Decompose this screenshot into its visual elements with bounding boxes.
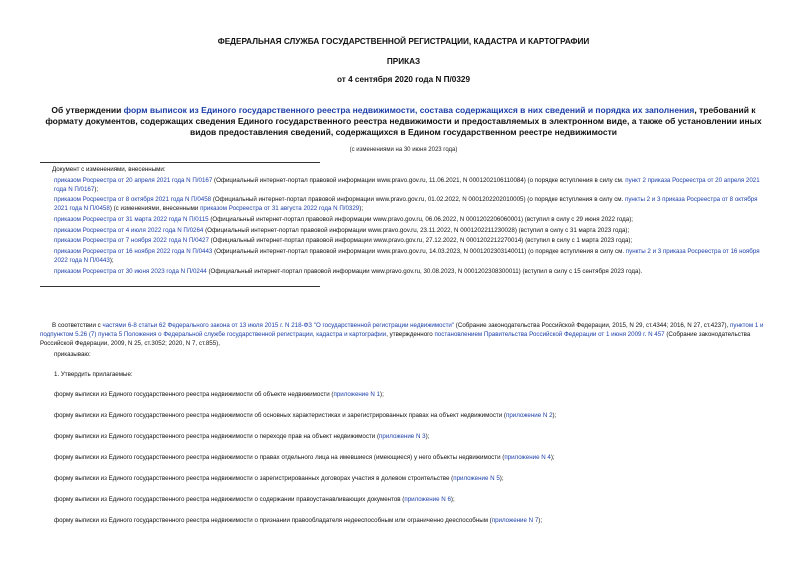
change-text: (Официальный интернет-портал правовой информации www.pravo.gov.ru, 23.11.2022, N 0001202211230028) (вступил в силу с 31 марта 2023 года);: [203, 226, 630, 234]
form-text: форму выписки из Единого государственного реестра недвижимости о признании правообладателя недееспособным или ограниченно дееспособным (: [54, 517, 492, 524]
change-link[interactable]: приказом Росреестра от 16 ноября 2022 года N П/0443: [54, 248, 213, 256]
form-item: [54, 475, 504, 482]
form-text: форму выписки из Единого государственного реестра недвижимости о переходе прав на объект недвижимости (: [54, 433, 380, 440]
order-word: приказываю:: [54, 351, 91, 358]
form-item: [54, 454, 555, 461]
title-prefix: Об утверждении: [51, 105, 124, 115]
change-tail: );: [359, 205, 364, 213]
law-link[interactable]: частями 6-8 статьи 62 Федерального закона от 13 июля 2015 г. N 218-ФЗ "О государственной регистрации недвижимости": [102, 322, 455, 329]
change-item: [52, 226, 767, 235]
document-type: ПРИКАЗ: [386, 57, 421, 66]
appendix-link[interactable]: приложение N 2: [505, 412, 553, 419]
change-tail: );: [94, 185, 99, 193]
title-link[interactable]: форм выписок из Единого государственного реестра недвижимости, состава содержащихся в них сведений и порядка их заполнения: [123, 105, 695, 115]
change-item: [52, 236, 767, 245]
form-item: [54, 412, 556, 419]
appendix-link[interactable]: приложение N 5: [453, 475, 500, 482]
form-text: форму выписки из Единого государственного реестра недвижимости об основных характеристиках и зарегистрированных правах на объект недвижимости (: [54, 412, 506, 419]
preamble-text: В соответствии с: [52, 322, 103, 329]
bottom-divider: [40, 286, 320, 287]
preamble-text: , утвержденного: [386, 331, 435, 338]
changes-block: [52, 165, 767, 278]
change-item: [52, 176, 767, 194]
change-text: (Официальный интернет-портал правовой информации www.pravo.gov.ru, 27.12.2022, N 0001202212270014) (вступил в силу с 1 марта 2023 года);: [208, 237, 633, 245]
preamble-paragraph: [40, 321, 770, 348]
change-text: (Официальный интернет-портал правовой информации www.pravo.gov.ru, 11.06.2021, N 0001202106110084) (о порядке вступления в силу см.: [212, 176, 626, 184]
appendix-link[interactable]: приложение N 1: [333, 391, 381, 398]
change-text: (Официальный интернет-портал правовой информации www.pravo.gov.ru, 30.08.2023, N 0001202308300011) (вступил в силу с 15 сентября 2023 года).: [206, 267, 643, 275]
change-tail: );: [109, 257, 114, 265]
change-text: (Официальный интернет-портал правовой информации www.pravo.gov.ru, 14.03.2023, N 0001202303140011) (о порядке вступления в силу см.: [212, 248, 626, 256]
change-link[interactable]: приказом Росреестра от 31 марта 2022 года N П/0115: [54, 216, 209, 224]
change-link[interactable]: приказом Росреестра от 30 июня 2023 года N П/0244: [54, 267, 207, 275]
form-text: форму выписки из Единого государственного реестра недвижимости о зарегистрированных договорах участия в долевом строительстве (: [54, 475, 454, 482]
appendix-link[interactable]: приложение N 7: [491, 517, 539, 524]
change-link[interactable]: приказом Росреестра от 8 октября 2021 года N П/0458: [54, 196, 212, 204]
change-text: (Официальный интернет-портал правовой информации www.pravo.gov.ru, 06.06.2022, N 0001202206060001) (вступил в силу с 29 июня 2022 года);: [208, 216, 634, 224]
document-date-number: от 4 сентября 2020 года N П/0329: [336, 75, 471, 84]
agency-name: ФЕДЕРАЛЬНАЯ СЛУЖБА ГОСУДАРСТВЕННОЙ РЕГИСТРАЦИИ, КАДАСТРА И КАРТОГРАФИИ: [217, 37, 590, 46]
form-tail: );: [552, 412, 557, 419]
document-title: [36, 105, 771, 138]
form-tail: );: [499, 475, 504, 482]
preamble-text: (Собрание законодательства Российской Федерации, 2015, N 29, ст.4344; 2016, N 27, ст.4237),: [454, 322, 731, 329]
form-item: [54, 433, 429, 440]
form-item: [54, 391, 384, 398]
form-tail: );: [425, 433, 430, 440]
preamble-text: (Собрание законодательства Российской Федерации, 2009, N 25, ст.3052; 2020, N 7, ст.855),: [40, 331, 751, 347]
changes-intro: Документ с изменениями, внесенными:: [52, 166, 166, 173]
form-item: [54, 496, 455, 503]
change-text: (Официальный интернет-портал правовой информации www.pravo.gov.ru, 01.02.2022, N 0001202202010005) (о порядке вступления в силу см.: [211, 196, 625, 204]
change-link-entry[interactable]: пункты 2 и 3 приказа Росреестра от 16 ноября 2022 года N П/0443: [54, 248, 760, 265]
change-item: [52, 247, 767, 265]
form-tail: );: [380, 391, 384, 398]
change-item: [52, 195, 767, 213]
change-link-entry[interactable]: пункты 2 и 3 приказа Росреестра от 8 октября 2021 года N П/0458: [54, 196, 758, 213]
change-link[interactable]: приказом Росреестра от 4 июля 2022 года N П/0264: [54, 226, 204, 234]
form-tail: );: [450, 496, 455, 503]
form-text: форму выписки из Единого государственного реестра недвижимости об объекте недвижимости (: [54, 391, 334, 398]
change-item: [52, 267, 767, 276]
top-divider: [40, 162, 320, 163]
edition-note: (с изменениями на 30 июня 2023 года): [349, 147, 458, 153]
change-item: [52, 215, 767, 224]
change-tail: ) (с изменениями, внесенными: [109, 205, 201, 213]
change-link[interactable]: приказом Росреестра от 7 ноября 2022 года N П/0427: [54, 237, 209, 245]
appendix-link[interactable]: приложение N 3: [379, 433, 426, 440]
form-text: форму выписки из Единого государственного реестра недвижимости о содержании правоустанавливающих документов (: [54, 496, 405, 503]
change-link-amend[interactable]: приказом Росреестра от 31 августа 2022 года N П/0329: [200, 205, 360, 213]
title-suffix: , требований к формату документов, содержащих сведения Единого государственного реестра недвижимости и предоставляемых в электронном виде, а также об установлении иных видов предоставления сведений, содержащихся в Едином государственном реестре недвижимости: [45, 105, 762, 137]
regulation-link[interactable]: пунктом 1 и подпунктом 5.26 (7) пункта 5 Положения о Федеральной службе государственной регистрации, кадастра и картографии: [40, 322, 764, 338]
appendix-link[interactable]: приложение N 6: [404, 496, 451, 503]
form-text: форму выписки из Единого государственного реестра недвижимости о правах отдельного лица на имевшиеся (имеющиеся) у него объекты недвижимости (: [54, 454, 505, 461]
resolution-link[interactable]: постановлением Правительства Российской Федерации от 1 июня 2009 г. N 457: [434, 331, 665, 338]
approve-clause: 1. Утвердить прилагаемые:: [54, 371, 133, 378]
form-tail: );: [538, 517, 543, 524]
form-tail: );: [550, 454, 555, 461]
form-item: [54, 517, 542, 524]
change-link[interactable]: приказом Росреестра от 20 апреля 2021 года N П/0167: [54, 176, 213, 184]
appendix-link[interactable]: приложение N 4: [504, 454, 551, 461]
change-link-entry[interactable]: пункт 2 приказа Росреестра от 20 апреля 2021 года N П/0167: [54, 176, 760, 193]
